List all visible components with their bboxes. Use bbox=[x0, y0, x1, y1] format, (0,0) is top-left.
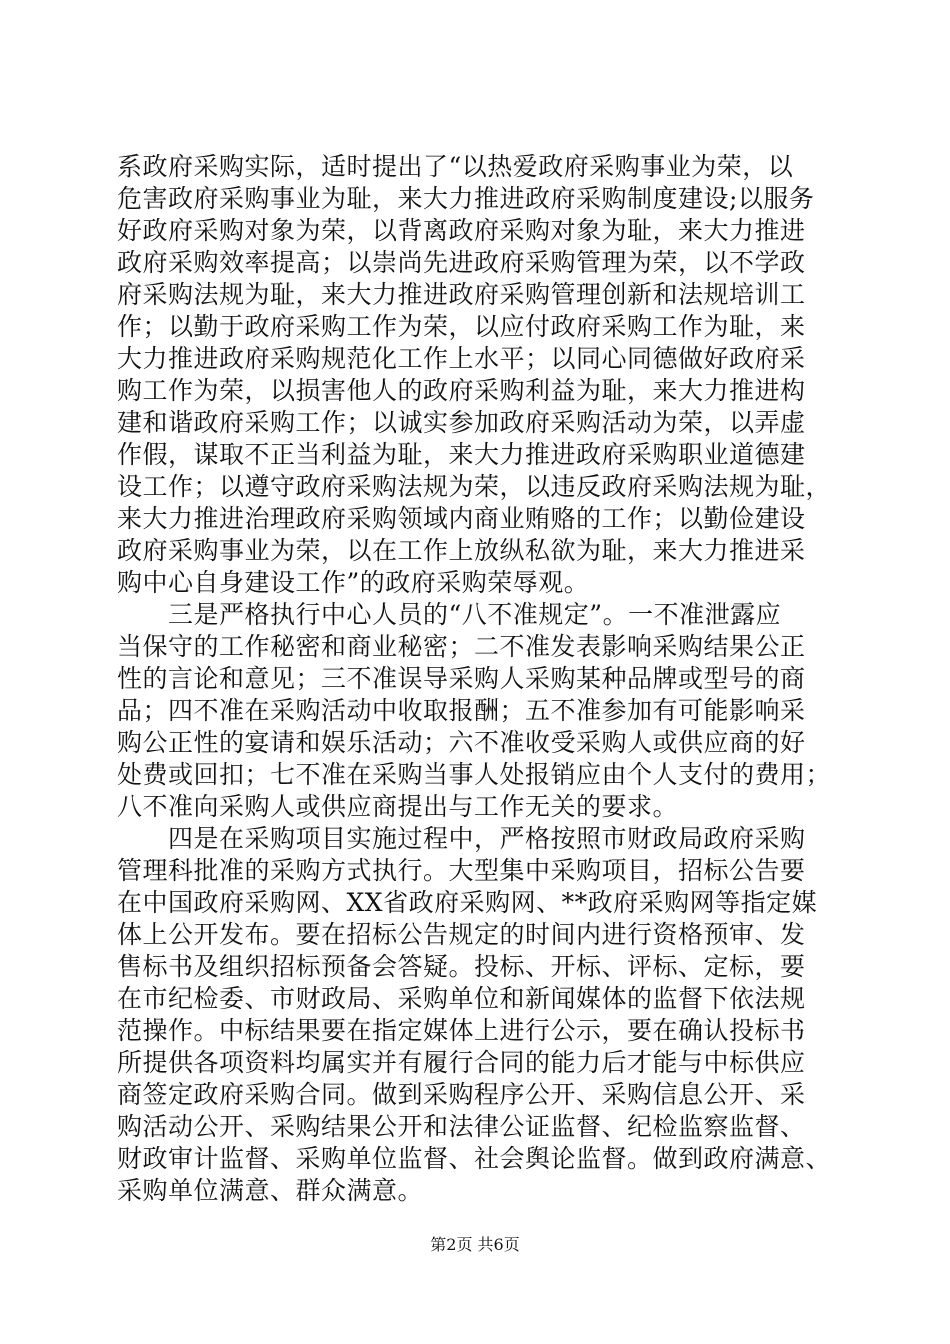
text-line: 在中国政府采购网、XX省政府采购网、**政府采购网等指定媒 bbox=[117, 888, 818, 917]
text-line: 采购单位满意、群众满意。 bbox=[117, 1176, 424, 1205]
text-line: 购工作为荣，以损害他人的政府采购利益为耻，来大力推进构 bbox=[117, 376, 806, 405]
text-line: 当保守的工作秘密和商业秘密；二不准发表影响采购结果公正 bbox=[117, 632, 806, 661]
text-line: 管理科批准的采购方式执行。大型集中采购项目，招标公告要 bbox=[117, 856, 806, 885]
text-line: 作；以勤于政府采购工作为荣，以应付政府采购工作为耻，来 bbox=[117, 312, 806, 341]
text-line: 三是严格执行中心人员的“八不准规定”。一不准泄露应 bbox=[117, 600, 782, 629]
text-line: 范操作。中标结果要在指定媒体上进行公示，要在确认投标书 bbox=[117, 1016, 806, 1045]
text-line: 建和谐政府采购工作；以诚实参加政府采购活动为荣，以弄虚 bbox=[117, 408, 806, 437]
text-line: 售标书及组织招标预备会答疑。投标、开标、评标、定标，要 bbox=[117, 952, 806, 981]
text-line: 危害政府采购事业为耻，来大力推进政府采购制度建设;以服务 bbox=[117, 184, 815, 213]
text-line: 购公正性的宴请和娱乐活动；六不准收受采购人或供应商的好 bbox=[117, 728, 806, 757]
text-line: 四是在采购项目实施过程中，严格按照市财政局政府采购 bbox=[117, 824, 806, 853]
text-line: 好政府采购对象为荣，以背离政府采购对象为耻，来大力推进 bbox=[117, 216, 806, 245]
text-line: 性的言论和意见；三不准误导采购人采购某种品牌或型号的商 bbox=[117, 664, 806, 693]
text-line: 八不准向采购人或供应商提出与工作无关的要求。 bbox=[117, 792, 679, 821]
text-line: 政府采购事业为荣，以在工作上放纵私欲为耻，来大力推进采 bbox=[117, 536, 806, 565]
text-line: 在市纪检委、市财政局、采购单位和新闻媒体的监督下依法规 bbox=[117, 984, 806, 1013]
text-line: 品；四不准在采购活动中收取报酬；五不准参加有可能影响采 bbox=[117, 696, 806, 725]
page-number: 第2页 共6页 bbox=[430, 1235, 520, 1254]
text-line: 作假，谋取不正当利益为耻，来大力推进政府采购职业道德建 bbox=[117, 440, 806, 469]
body-text bbox=[117, 151, 841, 1207]
text-line: 府采购法规为耻，来大力推进政府采购管理创新和法规培训工 bbox=[117, 280, 806, 309]
text-line: 设工作；以遵守政府采购法规为荣，以违反政府采购法规为耻， bbox=[117, 472, 832, 501]
text-line: 所提供各项资料均属实并有履行合同的能力后才能与中标供应 bbox=[117, 1048, 806, 1077]
text-line: 大力推进政府采购规范化工作上水平；以同心同德做好政府采 bbox=[117, 344, 806, 373]
text-line: 处费或回扣；七不准在采购当事人处报销应由个人支付的费用； bbox=[117, 760, 832, 789]
text-line: 政府采购效率提高；以崇尚先进政府采购管理为荣，以不学政 bbox=[117, 248, 806, 277]
text-line: 购中心自身建设工作”的政府采购荣辱观。 bbox=[117, 568, 590, 597]
page-footer bbox=[0, 1234, 950, 1256]
text-line: 财政审计监督、采购单位监督、社会舆论监督。做到政府满意、 bbox=[117, 1144, 832, 1173]
text-line: 购活动公开、采购结果公开和法律公证监督、纪检监察监督、 bbox=[117, 1112, 806, 1141]
text-line: 系政府采购实际，适时提出了“以热爱政府采购事业为荣，以 bbox=[117, 152, 794, 181]
text-line: 商签定政府采购合同。做到采购程序公开、采购信息公开、采 bbox=[117, 1080, 806, 1109]
text-line: 体上公开发布。要在招标公告规定的时间内进行资格预审、发 bbox=[117, 920, 806, 949]
text-line: 来大力推进治理政府采购领域内商业贿赂的工作；以勤俭建设 bbox=[117, 504, 806, 533]
